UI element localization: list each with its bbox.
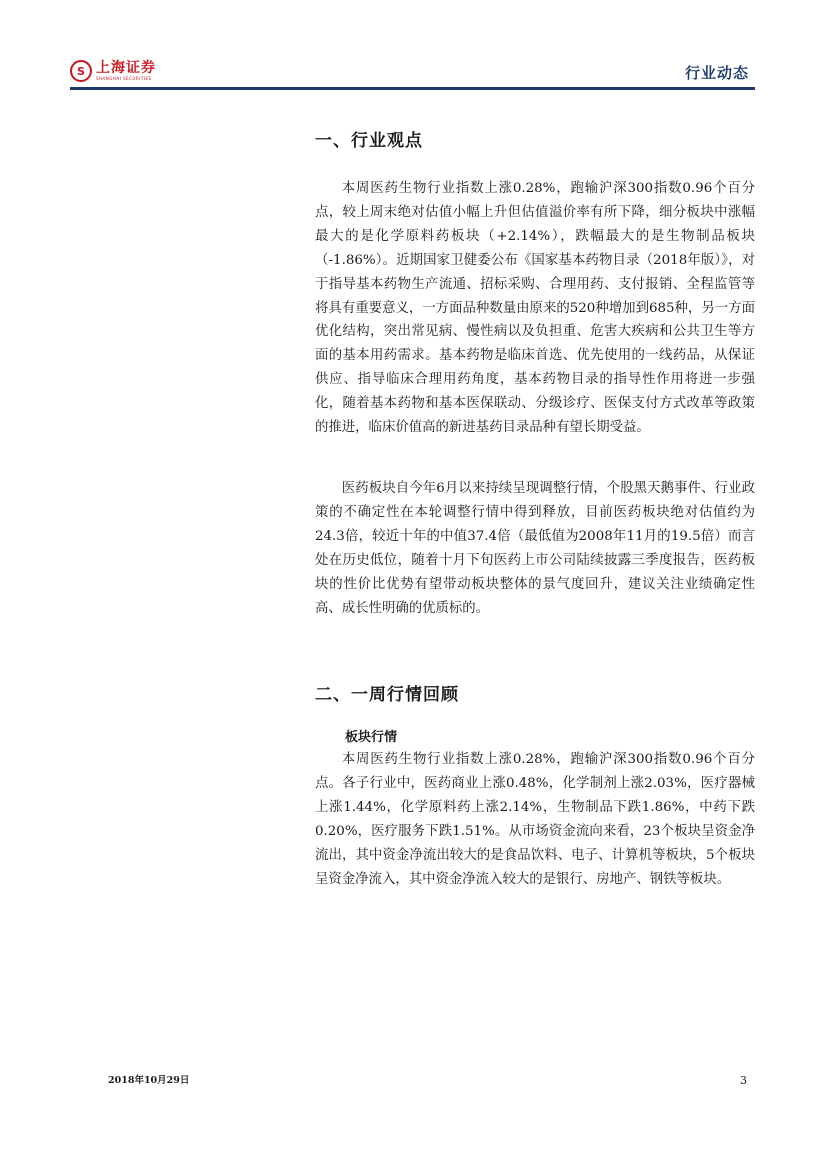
subsection-title: 板块行情	[345, 730, 398, 745]
paragraph: 本周医药生物行业指数上涨0.28%，跑输沪深300指数0.96个百分点。各子行业中，医药商业上涨0.48%，化学制剂上涨2.03%，医疗器械上涨1.44%，化学原料药上涨2.14%，生物制品下跌1.86%，中药下跌0.20%，医疗服务下跌1.51%。从市场资金流向来看，23个板块呈资金净流出，其中资金净流出较大的是食品饮料、电子、计算机等板块，5个板块呈资金净流入，其中资金净流入较大的是银行、房地产、钢铁等板块。	[315, 752, 755, 887]
logo-name: 上海证券	[96, 60, 156, 76]
section-title-weekly-review: 二、一周行情回顾	[315, 685, 459, 705]
logo-name-en: SHANGHAI SECURITIES	[96, 76, 152, 81]
page-number: 3	[740, 1074, 747, 1087]
logo-icon: S	[70, 60, 92, 82]
page-header	[70, 52, 755, 92]
paragraph: 本周医药生物行业指数上涨0.28%，跑输沪深300指数0.96个百分点，较上周末绝对估值小幅上升但估值溢价率有所下降，细分板块中涨幅最大的是化学原料药板块（+2.14%），跌幅最大的是生物制品板块（-1.86%）。近期国家卫健委公布《国家基本药物目录（2018年版）》，对于指导基本药物生产流通、招标采购、合理用药、支付报销、全程监管等将具有重要意义，一方面品种数量由原来的520种增加到685种，另一方面优化结构，突出常见病、慢性病以及负担重、危害大疾病和公共卫生等方面的基本用药需求。基本药物是临床首选、优先使用的一线药品，从保证供应、指导临床合理用药角度，基本药物目录的指导性作用将进一步强化，随着基本药物和基本医保联动、分级诊疗、医保支付方式改革等政策的推进，临床价值高的新进基药目录品种有望长期受益。	[315, 181, 755, 436]
footer-date: 2018年10月29日	[108, 1075, 190, 1086]
paragraph: 医药板块自今年6月以来持续呈现调整行情，个股黑天鹅事件、行业政策的不确定性在本轮调整行情中得到释放，目前医药板块绝对估值约为24.3倍，较近十年的中值37.4倍（最低值为2008年11月的19.5倍）而言处在历史低位，随着十月下旬医药上市公司陆续披露三季度报告，医药板块的性价比优势有望带动板块整体的景气度回升，建议关注业绩确定性高、成长性明确的优质标的。	[315, 481, 755, 616]
company-logo	[70, 60, 156, 82]
section-title-industry-view: 一、行业观点	[315, 131, 423, 151]
header-divider	[70, 87, 755, 90]
report-type: 行业动态	[684, 64, 749, 82]
